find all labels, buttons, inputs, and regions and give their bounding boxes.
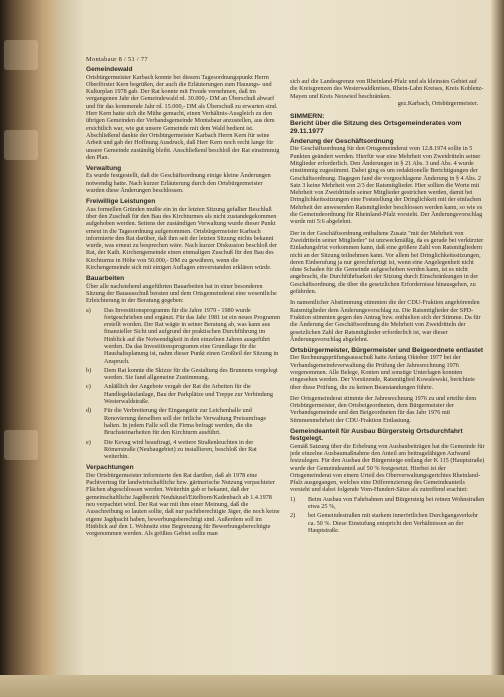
page-bottom-edge xyxy=(0,675,504,697)
item-text: bei Gemeindestraßen mit starkem innerörtlichen Durchgangsverkehr ca. 50 %. Diese Einstufung entspricht den Verhältnissen an der Hauptstraße. xyxy=(308,512,478,534)
section-title: Bauarbeiten xyxy=(86,275,125,283)
section-text: Über alle nachstehend angeführten Bauarbeiten hat in einer besonderen Sitzung der Bauausschuß beraten und dem Ortsgemeinderat eine wesentliche Erleichterung in der Beratung gegeben: xyxy=(86,282,277,305)
list-item xyxy=(86,367,282,382)
item-label: 2) xyxy=(290,512,296,520)
section-text: Die Geschäftsordnung für den Ortsgemeinderat vom 12.8.1974 sollte in 5 Punkten geändert werden. Hierfür war eine Mehrheit von Zweidritteln seiner Mitglieder erforderlich. Den Änderungen in § 21 Abs. 3 und Abs. 4 wurde einstimmig zugestimmt. Dabei ging es um redaktionelle Berichtigungen der Geschäftsordnung. Dagegen fand die vorgeschlagene Änderung in § 4 Abs. 2 Satz 3 keine Mehrheit von 2/3 der Ratsmitglieder. Hier sollten die Worte mit Mehrheit von Zweidritteln seiner Mitglieder gestrichen werden, damit bei Dringlichkeitssitzungen eine Feststellung der Dringlichkeit mit der einfachen Mehrheit der anwesenden Ratsmitglieder beschlossen werden kann, so wie es die Gemeindeordnung für Rheinland-Pfalz vorsieht. Der Änderungsvorschlag wurde mit 5:6 abgelehnt. xyxy=(290,145,483,226)
section-text: Es wurde festgestellt, daß die Geschäftsordnung einige kleine Änderungen notwendig hatte. Nach kurzer Erläuterung durch den Ortsbürgermeister wurden diese Änderungen beschlossen. xyxy=(86,172,271,195)
section-title: Gemeindewald xyxy=(86,66,133,74)
book-binding xyxy=(0,0,62,697)
section-title: Ortsbürgermeister, Bürgermeister und Beigeordnete entlastet xyxy=(290,347,484,355)
list-item xyxy=(86,383,282,405)
section-text: Der in der Geschäftsordnung enthaltene Zusatz "mit der Mehrheit von Zweidritteln seiner Mitglieder" ist unzweckmäßig, da es gerade bei verkürzter Einladungsfrist vorkommen kann, daß eine größere Zahl von Ratsmitgliedern nicht an der Sitzung teilnehmen kann. Vor allem bei Dringlichkeitssitzungen, deren Einberufung ja nur gerechtfertigt ist, wenn eine Angelegenheit nicht ohne Schaden für die Gemeinde aufgeschoben werden kann, ist es nicht angebracht, die Durchführbarkeit der Sitzung durch Einschränkungen in der Geschäftsordnung, die über die gesetzlichen Erfordernisse hinausgehen, zu gefährden. xyxy=(290,229,484,296)
section-text: Der Ortsgemeinderat stimmte der Jahresrechnung 1976 zu und erteilte dem Ortsbürgermeister, den Ortsbeigeordneten, dem Bürgermeister der Verbandsgemeinde und den Beigeordneten für das Jahr 1976 mit Stimmenmehrheit der CDU-Fraktion Entlastung. xyxy=(290,394,477,424)
section-title: Verwaltung xyxy=(86,165,122,173)
item-label: c) xyxy=(86,383,91,391)
page-edge xyxy=(490,0,504,697)
section-title: Freiwillige Leistungen xyxy=(86,198,156,206)
right-column xyxy=(290,78,486,534)
item-label: a) xyxy=(86,306,91,314)
section-title: Verpachtungen xyxy=(86,464,134,472)
item-text: Dem Rat konnte die Skizze für die Gestaltung des Brunnens vorgelegt werden. Sie fand allgemeine Zustimmung. xyxy=(104,366,278,382)
section-title: Gemeindeanteil für Ausbau Bürgersteig Ortsdurchfahrt festgelegt. xyxy=(290,428,463,443)
list-item xyxy=(290,496,486,511)
item-text: Beim Ausbau von Fahrbahnen und Bürgersteig bei reinen Wohnstraßen etwa 25 %, xyxy=(308,495,485,511)
binding-band xyxy=(4,430,38,460)
list-item xyxy=(86,439,282,461)
item-label: d) xyxy=(86,407,92,415)
list-item xyxy=(86,307,282,365)
section-text: Ortsbürgermeister Karbach konnte bei diesem Tagesordnungspunkt Herrn Oberförster Kern begrüßen, der auch die Erläuterungen zum Hauungs- und Kulturplan 1978 gab. Der Rat konnte mit Freude vernehmen, daß im vergangenen Jahr der Gemeindewald rd. 30.000,- DM an Überschuß abwarf und für das kommende Jahr rd. 15.000,- DM als Überschuß zu erwarten sind. Herr Kern hatte sich die Mühe gemacht, einen Verhältnis-Ausgleich zu den übrigen Gemeinden der Verbandsgemeinde Montabaur anzustellen, aus dem ersichtlich war, wie gut unsere Gemeinde mit dem Wald bedient ist. Abschließend dankte der Ortsbürgermeister Karbach Herrn Kern für seine Arbeit und gab der Hoffnung Ausdruck, daß Herr Kern noch recht lange für unsere Gemeinde zuständig bleibt. Anschließend beschloß der Rat einstimmig den Plan. xyxy=(86,73,280,161)
item-label: e) xyxy=(86,438,91,446)
section-text: In namentlicher Abstimmung stimmten die der CDU-Fraktion angehörenden Ratsmitglieder dem Änderungsvorschlag zu. Die Ratsmitglieder der SPD-Fraktion stimmten gegen den Antrag bzw. enthielten sich der Stimme. Da für die Änderung der Geschäftsordnung die Mehrheit von Zweidritteln der gesetzlichen Zahl der Ratsmitglieder erforderlich ist, war dieser Änderungsvorschlag abgelehnt. xyxy=(290,299,481,343)
list-item xyxy=(290,512,486,534)
list-item xyxy=(86,407,282,436)
left-column xyxy=(86,56,282,537)
signature-line: gez.Karbach, Ortsbürgermeister. xyxy=(397,99,478,107)
item-label: 1) xyxy=(290,495,296,503)
item-text: Für die Verbreiterung der Eingangstür zur Leichenhalle und Renovierung derselben soll der örtliche Verwaltung Preisumfrage halten. In jedem Falle soll die Firma befragt werden, die die Bruchsteinarbeiten für den Kirchturm ausführt. xyxy=(104,407,267,437)
binding-band xyxy=(4,130,38,160)
section-text: Der Ortsbürgermeister informierte den Rat darüber, daß ab 1978 eine Pachtvertrag für landwirtschaftliche bzw. gärtnerische Nutzung verpachteter Flächen abgeschlossen werden. Weiterhin gab er bekannt, daß der gemeinschaftliche Jagdbezirk Neuhäusel/Eitelborn/Kadenbach ab 1.4.1978 neu verpachtet wird. Der Rat war mit ihm einer Meinung, daß die Ausschreibung so lauten sollte, daß nur pachtberechtigte Jäger, die noch keine eigene Jagdpacht haben, bewerbungsberechtigt sind. Außerdem soll im Hinblick auf den 1. Wohnsitz eine Begrenzung für Bewerbungsberechtigte vorgenommen werden. Als größtes Gebiet sollte man xyxy=(86,471,280,538)
article-subtitle: Bericht über die Sitzung des Ortsgemeinderates vom 29.11.1977 xyxy=(290,120,462,135)
page-header: Montabaur 8 / 51 / 77 xyxy=(86,56,148,63)
item-text: Anläßlich der Angebote vergab der Rat die Arbeiten für die Handlegeläufanlage, Bau der Parkplätze und Treppe zur Verbindung Westerwaldstraße. xyxy=(104,383,273,406)
item-label: b) xyxy=(86,366,92,374)
article-title: SIMMERN: xyxy=(290,113,325,121)
section-text: Der Rechnungsprüfungsausschuß hatte Anfang Oktober 1977 bei der Verbandsgemeindeverwaltung die Prüfung der Jahresrechnung 1976 vorgenommen. Alle Belege, Konten und sonstige Unterlagen konnten eingesehen werden. Der Vorsitzende, Ratsmitglied Kowalewski, berichtete über diese Prüfung, die zu keinen Beanstandungen führte. xyxy=(290,354,475,391)
item-text: Die Kevag wird beauftragt, 4 weitere Straßenleuchten in der Römerstraße (Neubaugebiet) zu installieren, beschloß der Rat weiterhin. xyxy=(104,438,257,461)
item-text: Das Investitionsprogramm für die Jahre 1979 - 1980 wurde fortgeschrieben und ergänzt. Für das Jahr 1981 ist ein neues Programm erstellt worden. Der Rat wägte in seiner Beratung ab, was kann aus finanzieller Sicht und aufgrund der praktischen Durchführung im Hinblick auf die Notwendigkeit in den einzelnen Jahren ausgeführt werden. Da das Investitionsprogramm eine Grundlage für die Haushaltsplanung ist, nahm dieser Punkt einen Großteil der Sitzung in Anspruch. xyxy=(104,306,281,365)
binding-band xyxy=(4,40,38,70)
section-text: Aus formellen Gründen mußte ein in der letzten Sitzung gefaßter Beschluß über den Zuschuß für den Bau des Kirchturmes als nicht zustandegekommen aufgehoben werden. Seitens der zuständigen Verwaltung wurde dieser Punkt erneut in die Tagesordnung aufgenommen. Ortsbürgermeister Karbach informierte den Rat darüber, daß ihm seit der letzten Sitzung nichts bekannt wurde, was erneut zu besprechen wäre. Nach kurzer Diskussion beschloß der Rat, der Kath. Kirchengemeinde einen einmaligen Zuschuß für den Bau des Kirchturms in Höhe von 50.000,- DM zu gewähren, wenn die Kirchengemeinde sich mit einigen Auflagen einverstanden erklären würde. xyxy=(86,205,278,272)
section-text: Gemäß Satzung über die Erhebung von Ausbaubeiträgen hat die Gemeinde für jede einzelne Ausbaumaßnahme den Anteil am beitragsfähigen Aufwand festzulegen. Für den Ausbau der Bürgersteige entlang der K 115 (Hauptstraße) wurde der Gemeindeanteil auf 50 % festgesetzt. Hierbei ist der Ortsgemeinderat von einem Urteil des Oberverwaltungsgerichtes Rheinland-Pfalz ausgegangen, welches eine Differenzierung des Gemeindeanteils vorsieht und dabei folgende Vom-Hundert-Sätze als zutreffend erachtet: xyxy=(290,442,485,494)
section-title: Änderung der Geschäftsordnung xyxy=(290,138,394,146)
section-text: sich auf die Landesgrenze von Rheinland-Pfalz und als kleinstes Gebiet auf die Kreisgrenzen des Westerwaldkreises, Rhein-Lahn Kreises, Kreis Koblenz-Mayen und Kreis Neuwied beschränken. xyxy=(290,78,484,100)
